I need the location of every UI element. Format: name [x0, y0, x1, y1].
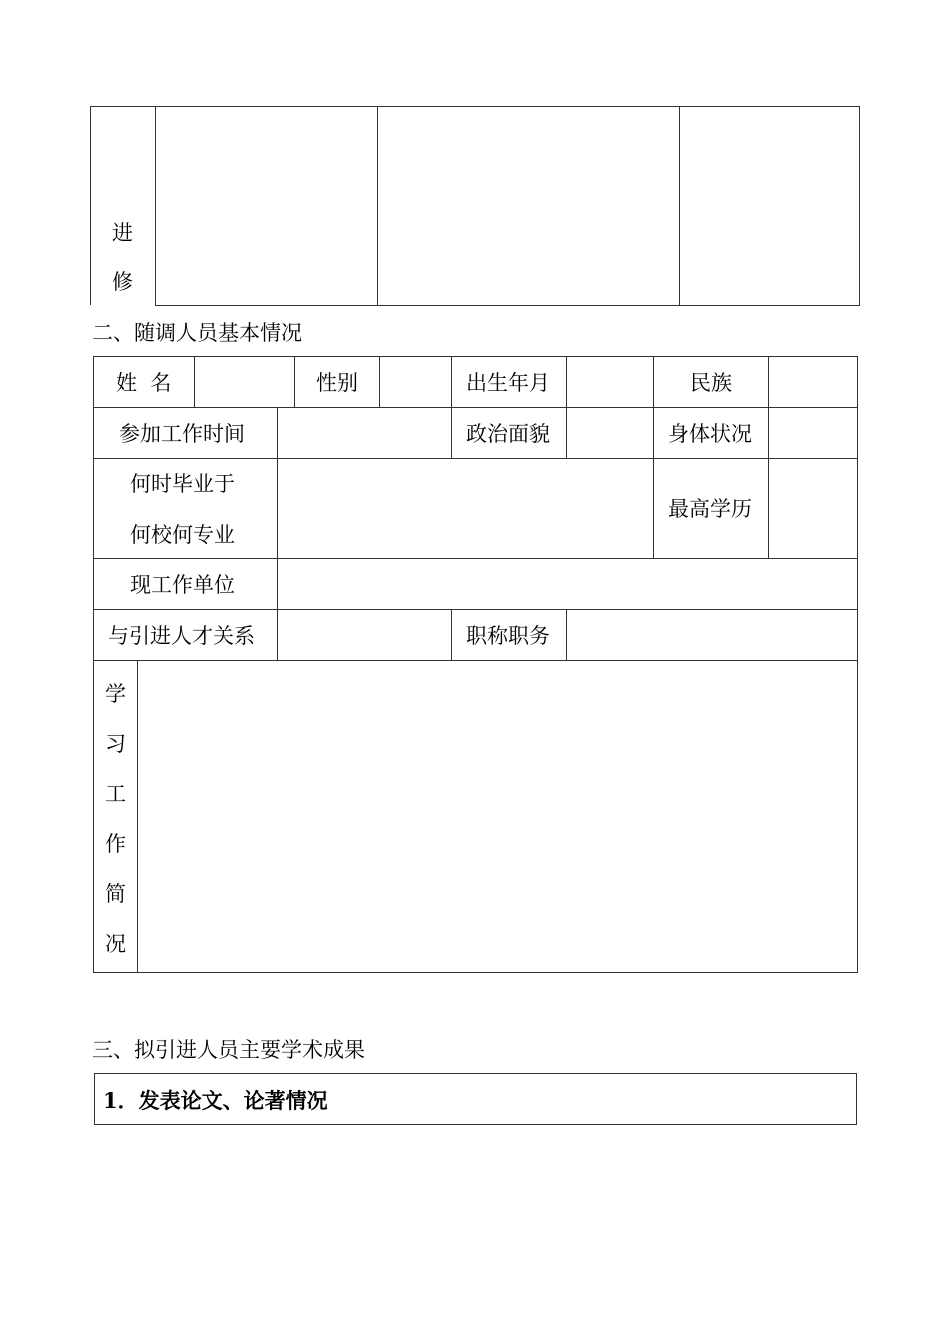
top-table-divider-3 [679, 106, 680, 306]
top-table-divider-1 [155, 106, 156, 306]
publications-subheading: 1．发表论文、论著情况 [103, 1088, 328, 1113]
history-char-4: 作 [105, 832, 126, 856]
relation-value-cell[interactable] [277, 609, 452, 661]
name-label: 姓 名 [116, 371, 172, 395]
education-label: 最高学历 [668, 497, 752, 521]
work-start-value-cell[interactable] [277, 407, 452, 459]
education-value-cell[interactable] [768, 458, 858, 559]
top-table-right-border [859, 106, 860, 306]
work-start-label: 参加工作时间 [119, 422, 245, 446]
ethnicity-label: 民族 [690, 371, 732, 395]
birth-label: 出生年月 [466, 371, 550, 395]
history-char-2: 习 [105, 732, 126, 756]
title-value-cell[interactable] [566, 609, 858, 661]
history-label-cell [93, 660, 138, 973]
graduation-value-cell[interactable] [277, 458, 654, 559]
relation-label: 与引进人才关系 [108, 624, 255, 648]
history-char-3: 工 [105, 782, 126, 806]
top-table-bottom-border [155, 305, 860, 306]
top-table-left-border [90, 106, 91, 305]
political-label: 政治面貌 [466, 422, 550, 446]
graduation-label-line1: 何时毕业于 [130, 472, 235, 496]
top-table-divider-2 [377, 106, 378, 306]
study-label-char-2: 修 [112, 270, 133, 294]
section3-heading: 三、拟引进人员主要学术成果 [92, 1038, 365, 1062]
section2-heading: 二、随调人员基本情况 [92, 321, 302, 345]
ethnicity-value-cell[interactable] [768, 356, 858, 408]
employer-value-cell[interactable] [277, 558, 858, 610]
gender-label: 性别 [316, 371, 358, 395]
name-value-cell[interactable] [194, 356, 295, 408]
graduation-label-line2: 何校何专业 [130, 523, 235, 547]
employer-label: 现工作单位 [130, 573, 235, 597]
study-label-char-1: 进 [112, 221, 133, 245]
health-label: 身体状况 [668, 422, 752, 446]
gender-value-cell[interactable] [379, 356, 452, 408]
history-char-5: 简 [105, 882, 126, 906]
history-char-6: 况 [105, 932, 126, 956]
birth-value-cell[interactable] [566, 356, 654, 408]
health-value-cell[interactable] [768, 407, 858, 459]
title-label: 职称职务 [466, 624, 550, 648]
political-value-cell[interactable] [566, 407, 654, 459]
history-char-1: 学 [105, 682, 126, 706]
history-value-cell[interactable] [137, 660, 858, 973]
top-table-top-border [90, 106, 860, 107]
